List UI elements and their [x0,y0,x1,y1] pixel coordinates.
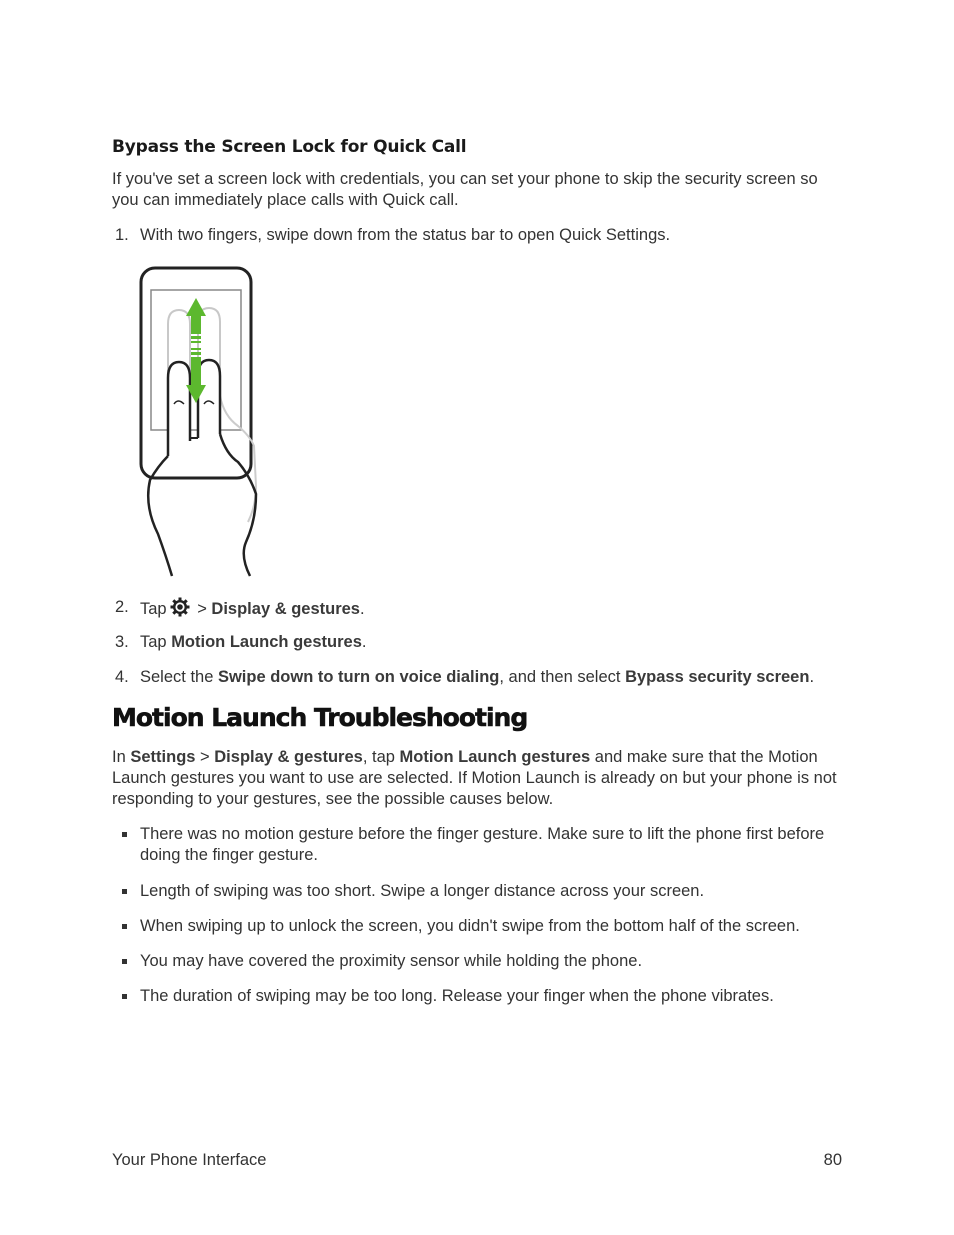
page-number: 80 [823,1151,842,1169]
step-2-bold: Display & gestures [211,600,360,618]
bullet-text: You may have covered the proximity sensor while holding the phone. [140,952,643,970]
step-2-pre: Tap [140,600,167,618]
bullet-text: Length of swiping was too short. Swipe a longer distance across your screen. [140,882,705,900]
step-3-bold: Motion Launch gestures [171,633,362,651]
step-2-post: . [359,600,365,618]
step-3-post: . [361,633,367,651]
intro-text: > [195,748,215,766]
step-text: With two fingers, swipe down from the status bar to open Quick Settings. [140,226,671,244]
step-4-bold-1: Swipe down to turn on voice dialing [217,668,500,686]
intro-text: In [112,748,131,766]
step-number: 2. [115,598,129,616]
step-number: 4. [115,668,129,686]
intro-bold-motion: Motion Launch gestures [399,748,591,766]
step-text [140,597,845,620]
intro-text: , tap [362,748,400,766]
step-number: 3. [115,633,129,651]
bypass-intro: If you've set a screen lock with credentials, you can set your phone to skip the security screen so you can immediately place calls with Quick call. [112,170,818,209]
step-4-post: . [809,668,815,686]
intro-bold-settings: Settings [130,748,196,766]
step-number: 1. [115,226,129,244]
step-4-pre: Select the [140,668,218,686]
step-text [140,667,845,688]
bullet-text: The duration of swiping may be too long. Release your finger when the phone vibrates. [140,987,774,1005]
section-heading-bypass: Bypass the Screen Lock for Quick Call [112,137,467,157]
intro-text: and make sure that the Motion Launch gestures you want to use are selected. If Motion Launch is already on but your phone is not responding to your gestures, see the possible causes below. [112,748,837,808]
bullet-icon [122,832,127,837]
step-2-separator: > [192,600,212,618]
troubleshooting-intro [112,747,842,810]
step-4-bold-2: Bypass security screen [625,668,810,686]
section-heading-troubleshooting: Motion Launch Troubleshooting [112,703,528,732]
bullet-text: When swiping up to unlock the screen, you didn't swipe from the bottom half of the screen. [140,917,800,935]
bullet-icon [122,924,127,929]
two-finger-swipe-icon [138,266,262,578]
step-3-pre: Tap [140,633,172,651]
step-text [140,632,845,653]
bullet-icon [122,889,127,894]
bullet-icon [122,994,127,999]
bullet-icon [122,959,127,964]
gear-icon [170,597,190,617]
footer-chapter: Your Phone Interface [112,1151,267,1169]
intro-bold-display: Display & gestures [214,748,363,766]
bullet-text: There was no motion gesture before the finger gesture. Make sure to lift the phone first before doing the finger gesture. [140,825,825,864]
step-4-mid: , and then select [499,668,626,686]
